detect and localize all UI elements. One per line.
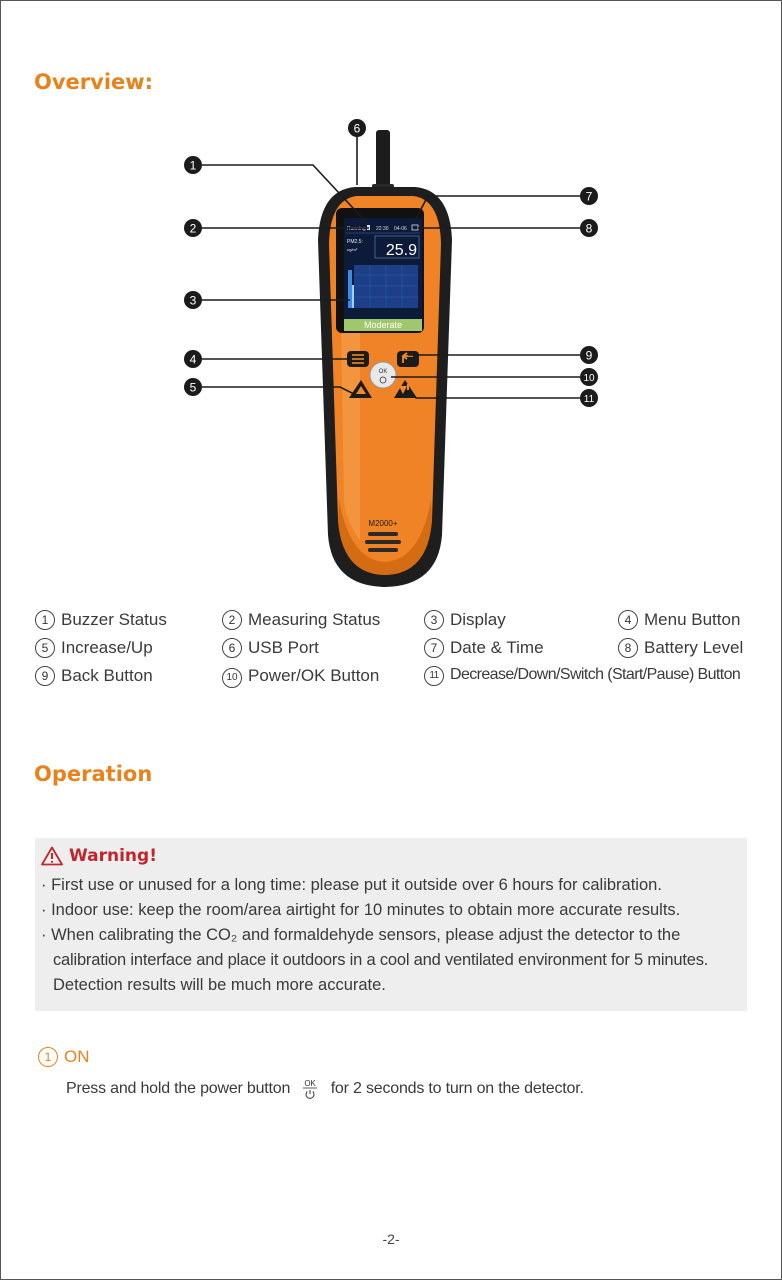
screen-time: 22:30 [376,226,389,232]
svg-text:4: 4 [189,352,197,367]
svg-text:6: 6 [353,121,361,136]
callout-2 [184,219,202,237]
svg-text:7: 7 [585,189,593,204]
on-step-text: Press and hold the power button OK for 2 seconds to turn on the detector. [66,1078,584,1100]
warning-line-4: calibration interface and place it outdoors in a cool and ventilated environment for 5 minutes. [53,951,709,969]
svg-text:2: 2 [189,221,197,236]
warning-line-3: · When calibrating the CO₂ and formaldehyde sensors, please adjust the detector to the [41,926,681,944]
callout-8 [580,219,598,237]
warning-line-5: Detection results will be much more accurate. [53,976,386,994]
back-button [397,351,419,367]
callout-9 [580,346,598,364]
speaker-grill [365,532,401,552]
svg-text:11: 11 [583,394,595,405]
screen-mode: Running [347,226,366,232]
legend-item-decrease-down-switch: 11 Decrease/Down/Switch (Start/Pause) Button [424,666,740,686]
warning-line-1: · First use or unused for a long time: please put it outside over 6 hours for calibration. [41,876,662,894]
screen-unit: ug/m³ [347,247,358,252]
legend-item-menu-button: 4 Menu Button [618,610,740,630]
operation-title: Operation [34,762,153,786]
svg-text:10: 10 [583,373,595,384]
power-ok-icon [300,1078,320,1100]
page-number: -2- [382,1231,400,1247]
callout-4 [184,350,202,368]
svg-text:9: 9 [585,348,593,363]
screen-date: 04-06 [394,226,407,232]
screen-value: 25.9 [385,242,417,259]
device-illustration [0,115,782,595]
callout-11 [580,389,598,407]
screen-status: Moderate [363,320,403,330]
svg-text:8: 8 [585,221,593,236]
legend-item-buzzer-status: 1 Buzzer Status [35,610,167,630]
svg-text:1: 1 [189,158,197,173]
ok-label: OK [378,369,388,375]
callout-5 [184,378,202,396]
warning-line-2: · Indoor use: keep the room/area airtight for 10 minutes to obtain more accurate results. [41,901,681,919]
legend-item-power-ok-button: 10 Power/OK Button [222,666,379,688]
legend-item-measuring-status: 2 Measuring Status [222,610,380,630]
callout-10 [580,368,598,386]
on-step-title: 1 ON [38,1047,90,1067]
svg-text:OK: OK [304,1079,317,1088]
warning-box [35,838,747,1011]
legend-item-increase-up: 5 Increase/Up [35,638,153,658]
legend-item-battery-level: 8 Battery Level [618,638,743,658]
warning-title: Warning! [69,846,157,866]
overview-title: Overview: [34,70,154,94]
legend-item-display: 3 Display [424,610,506,630]
model-label: M2000+ [368,519,398,528]
callout-7 [580,187,598,205]
warning-triangle-icon [41,846,63,866]
callout-1 [184,156,202,174]
screen-param: PM2.5: [347,239,363,245]
legend-item-usb-port: 6 USB Port [222,638,319,658]
svg-text:5: 5 [189,380,197,395]
sensor-probe [376,130,390,192]
legend-item-date-time: 7 Date & Time [424,638,544,658]
svg-text:3: 3 [189,293,197,308]
power-ok-button [370,362,396,388]
legend-item-back-button: 9 Back Button [35,666,153,686]
callout-3 [184,291,202,309]
callout-6 [348,119,366,137]
